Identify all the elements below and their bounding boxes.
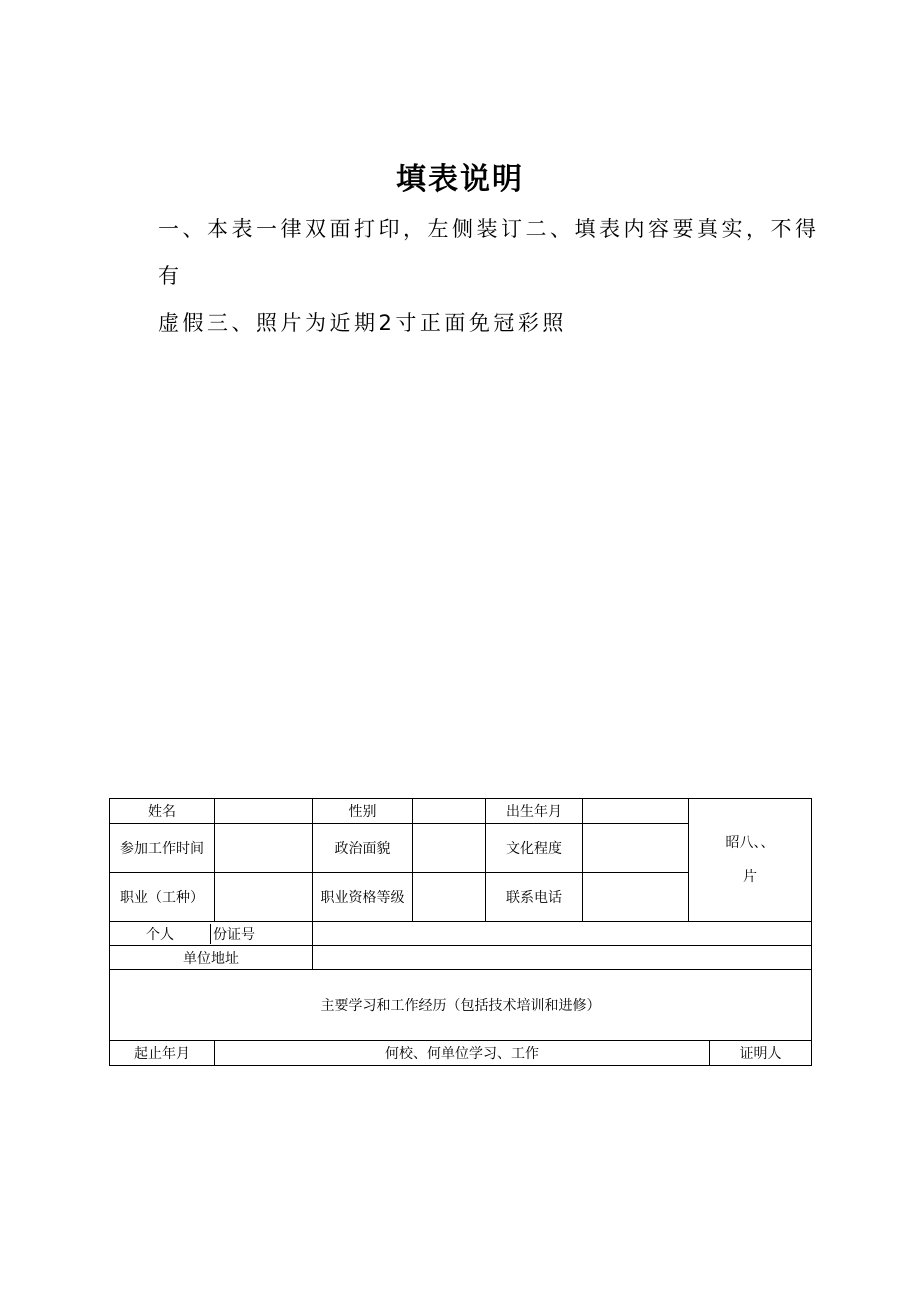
political-field[interactable] [413, 824, 486, 873]
occupation-label: 职业（工种） [110, 873, 215, 922]
work-start-label: 参加工作时间 [110, 824, 215, 873]
occupation-field[interactable] [215, 873, 313, 922]
instructions-line-1: 一、本表一律双面打印，左侧装订二、填表内容要真实，不得有 [158, 217, 820, 288]
political-label: 政治面貌 [313, 824, 413, 873]
photo-box[interactable] [689, 799, 812, 922]
history-section-label: 主要学习和工作经历（包括技术培训和进修） [110, 970, 812, 1041]
photo-label-line-2: 片 [743, 869, 757, 885]
photo-label-line-1: 昭八、、 [725, 835, 775, 851]
education-field[interactable] [583, 824, 689, 873]
gender-field[interactable] [413, 799, 486, 824]
qualification-label: 职业资格等级 [313, 873, 413, 922]
registration-form [109, 798, 812, 1066]
phone-label: 联系电话 [486, 873, 583, 922]
id-label-part-a: 个人 [146, 926, 174, 943]
gender-label: 性别 [313, 799, 413, 824]
birth-label: 出生年月 [486, 799, 583, 824]
witness-label: 证明人 [710, 1041, 812, 1066]
qualification-field[interactable] [413, 873, 486, 922]
name-field[interactable] [215, 799, 313, 824]
education-label: 文化程度 [486, 824, 583, 873]
phone-field[interactable] [583, 873, 689, 922]
birth-field[interactable] [583, 799, 689, 824]
name-label: 姓名 [110, 799, 215, 824]
work-start-field[interactable] [215, 824, 313, 873]
period-label: 起止年月 [110, 1041, 215, 1066]
id-label-part-b: 份证号 [210, 924, 312, 944]
where-label: 何校、何单位学习、工作 [215, 1041, 710, 1066]
address-field[interactable] [313, 946, 812, 970]
instructions-line-2: 虚假三、照片为近期2寸正面免冠彩照 [158, 311, 567, 335]
page-title: 填表说明 [396, 162, 524, 197]
id-number-label [110, 922, 313, 946]
id-number-field[interactable] [313, 922, 812, 946]
address-label: 单位地址 [110, 946, 313, 970]
instructions [158, 206, 820, 347]
